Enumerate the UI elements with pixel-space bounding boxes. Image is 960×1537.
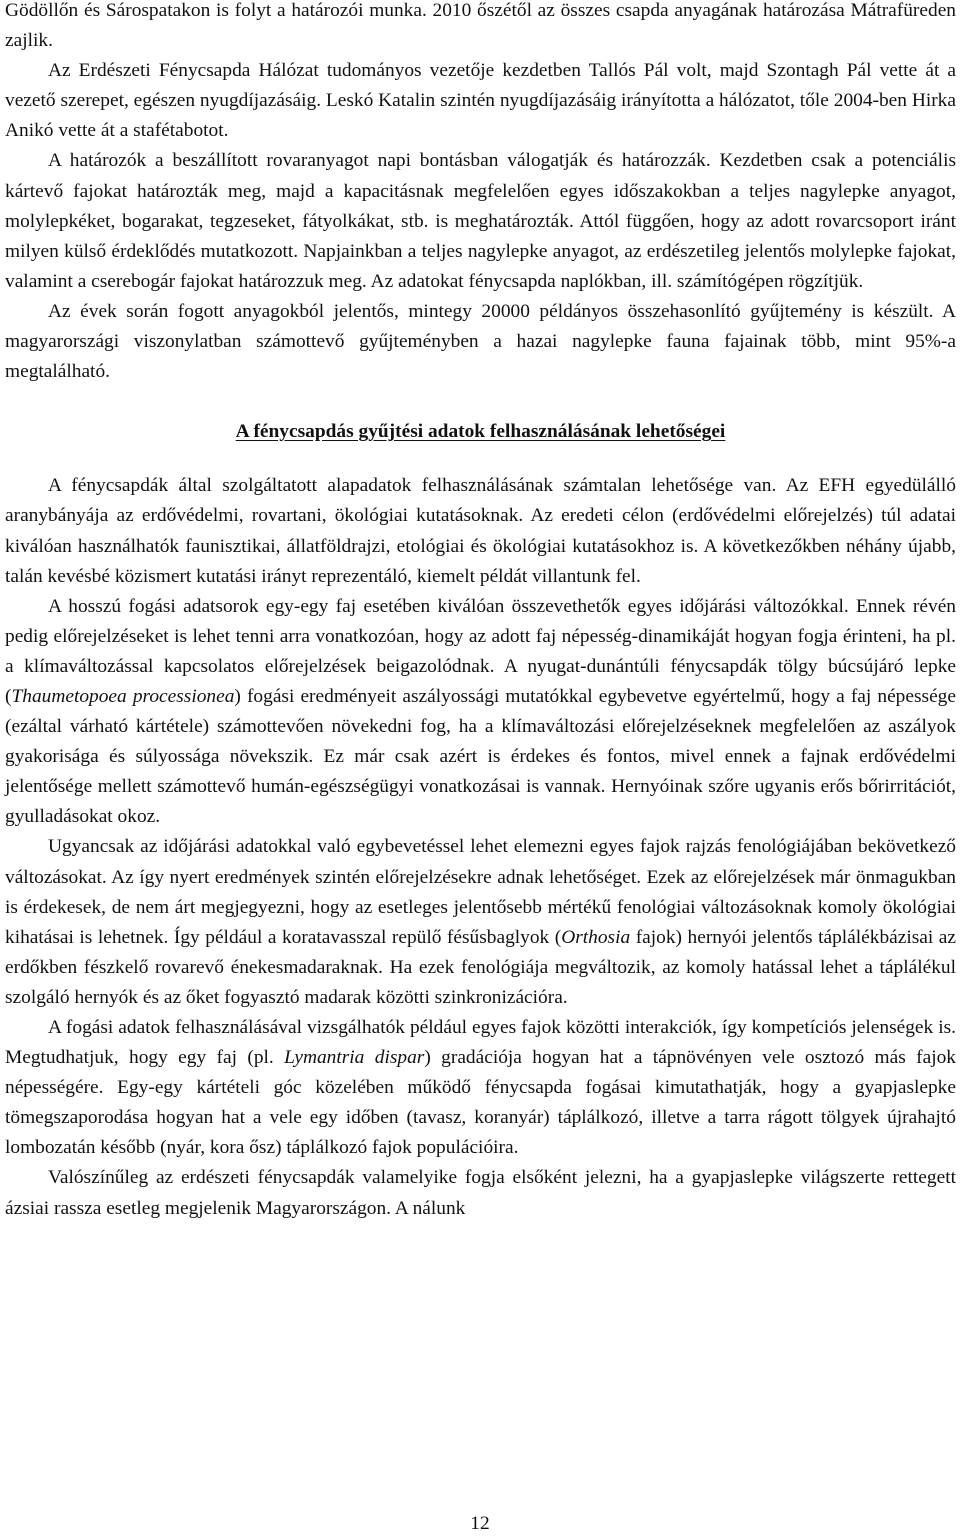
paragraph: [5, 1013, 956, 1163]
text-run: fajok) hernyói jelentős táplálékbázisai az erdőkben fészkelő rovarevő énekesmadaraknak. Ha ezek fenológiája megváltozik, az komoly hatással lehet a táplálékul szolgáló hernyók és az őket fogyasztó madarak közötti szinkronizációra.: [5, 926, 956, 1008]
text-run: ) gradációja hogyan hat a tápnövényen vele osztozó más fajok népességére. Egy-egy kártételi góc közelében működő fénycsapda fogásai kimutathatják, hogy a gyapjaslepke tömegszaporodása hogyan hat a vele egy időben (tavasz, koranyár) táplálkozó, illetve a tarra rágott tölgyek újrahajtó lombozatán később (nyár, kora ősz) táplálkozó fajok populációira.: [5, 1047, 956, 1159]
section-heading: A fénycsapdás gyűjtési adatok felhasználásának lehetőségei: [235, 421, 726, 443]
text-run: A fogási adatok felhasználásával vizsgálhatók például egyes fajok közötti interakciók, így kompetíciós jelenségek is. Megtudhatjuk, hogy egy faj (pl.: [5, 1017, 956, 1069]
paragraph: Gödöllőn és Sárospatakon is folyt a határozói munka. 2010 őszétől az összes csapda anyagának határozása Mátrafüreden zajlik.: [5, 0, 956, 52]
paragraph: [5, 832, 956, 1013]
paragraph: [5, 592, 956, 833]
species-name: Thaumetopoea processionea: [11, 685, 235, 707]
paragraph: Valószínűleg az erdészeti fénycsapdák valamelyike fogja elsőként jelezni, ha a gyapjaslepke világszerte rettegett ázsiai rassza esetleg megjelenik Magyarországon. A nálunk: [5, 1167, 956, 1219]
species-name: Orthosia: [561, 926, 631, 948]
page-number: 12: [470, 1513, 490, 1534]
text-run: A hosszú fogási adatsorok egy-egy faj esetében kiválóan összevethetők egyes időjárási változókkal. Ennek révén pedig előrejelzéseket is lehet tenni arra vonatkozóan, hogy az adott faj népesség-dinamikáját hogyan fogja érinteni, ha pl. a klímaváltozással kapcsolatos előrejelzések beigazolódnak. A nyugat-dunántúli fénycsapdák tölgy búcsújáró lepke (: [5, 595, 956, 707]
paragraph: Az évek során fogott anyagokból jelentős, mintegy 20000 példányos összehasonlító gyűjtemény is készült. A magyarországi viszonylatban számottevő gyűjteményben a hazai nagylepke fauna fajainak több, mint 95%-a megtalálható.: [5, 300, 956, 383]
paragraph: A határozók a beszállított rovaranyagot napi bontásban válogatják és határozzák. Kezdetben csak a potenciális kártevő fajokat határozták meg, majd a kapacitásnak megfelelően egyes időszakokban a teljes nagylepke anyagot, molylepkéket, bogarakat, tegzeseket, fátyolkákat, stb. is meghatározták. Attól függően, hogy az adott rovarcsoport iránt milyen külső érdeklődés mutatkozott. Napjainkban a teljes nagylepke anyagot, az erdészetileg jelentős molylepke fajokat, valamint a cserebogár fajokat határozzuk meg. Az adatokat fénycsapda naplókban, ill. számítógépen rögzítjük.: [5, 150, 956, 292]
document-page: [5, 0, 956, 1224]
paragraph: Az Erdészeti Fénycsapda Hálózat tudományos vezetője kezdetben Tallós Pál volt, majd Szontagh Pál vette át a vezető szerepet, egészen nyugdíjazásáig. Leskó Katalin szintén nyugdíjazásáig irányította a hálózatot, tőle 2004-ben Hirka Anikó vette át a stafétabotot.: [5, 60, 956, 142]
paragraph: A fénycsapdák által szolgáltatott alapadatok felhasználásának számtalan lehetősége van. Az EFH egyedülálló aranybányája az erdővédelmi, rovartani, ökológiai kutatásoknak. Az eredeti célon (erdővédelmi előrejelzés) túl adatai kiválóan használhatók faunisztikai, állatföldrajzi, etológiai és ökológiai kutatásokhoz is. A következőkben néhány újabb, talán kevésbé közismert kutatási irányt reprezentáló, kiemelt példát villantunk fel.: [5, 475, 956, 587]
species-name: Lymantria dispar: [284, 1047, 425, 1069]
text-run: ) fogási eredményeit aszályossági mutatókkal egybevetve egyértelmű, hogy a faj népessége (ezáltal várható kártétele) számottevően növekedni fog, ha a klímaváltozási előrejelzéseknek megfelelően az aszályok gyakorisága és súlyossága növekszik. Ez már csak azért is érdekes és fontos, mivel ennek a fajnak erdővédelmi jelentősége mellett számottevő humán-egészségügyi vonatkozásai is vannak. Hernyóinak szőre ugyanis erős bőrirritációt, gyulladásokat okoz.: [5, 685, 956, 828]
text-run: Ugyancsak az időjárási adatokkal való egybevetéssel lehet elemezni egyes fajok rajzás fenológiájában bekövetkező változásokat. Az így nyert eredmények szintén előrejelzésekre adnak lehetőséget. Ezek az előrejelzések már önmagukban is érdekesek, de nem árt megjegyezni, hogy az esetleges jelentősebb mértékű fenológiai változásoknak komoly ökológiai kihatásai is lehetnek. Így például a koratavasszal repülő fésűsbaglyok (: [5, 836, 956, 948]
